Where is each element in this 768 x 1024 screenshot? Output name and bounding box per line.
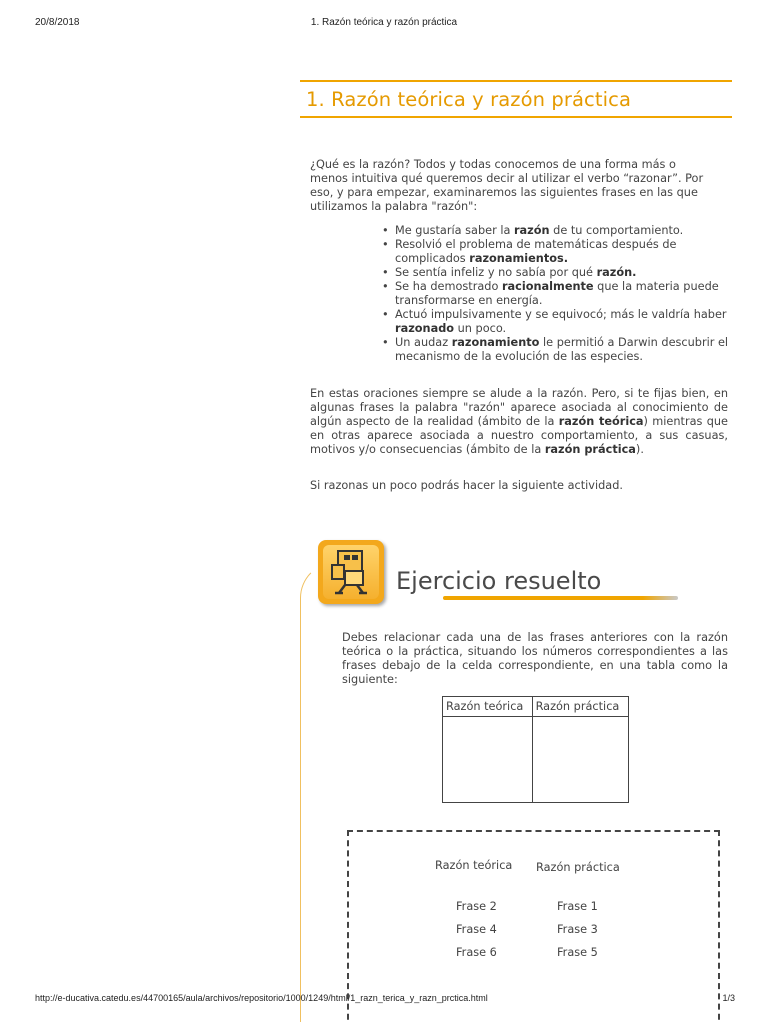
solution-cell: Frase 5	[557, 946, 598, 959]
table-cell	[532, 717, 628, 803]
solution-header: Razón teórica	[435, 859, 513, 872]
solution-cell: Frase 3	[557, 923, 598, 936]
print-url: http://e-ducativa.catedu.es/44700165/aula/archivos/repositorio/1000/1249/html/1_razn_terica_y_razn_prctica.html	[35, 993, 488, 1003]
intro-line: ¿Qué es la razón? Todos y todas conocemos de una forma más o	[310, 158, 676, 171]
intro-line: utilizamos la palabra "razón":	[310, 200, 478, 213]
list-item: • Se sentía infeliz y no sabía por qué razón.	[379, 266, 729, 280]
list-item: • Se ha demostrado racionalmente que la materia puede transformarse en energía.	[379, 280, 729, 308]
solution-cell: Frase 4	[456, 923, 497, 936]
print-page-number: 1/3	[722, 993, 735, 1003]
table-header: Razón práctica	[532, 697, 628, 717]
table-header: Razón teórica	[443, 697, 533, 717]
table-cell	[443, 717, 533, 803]
puzzle-figure-icon	[318, 540, 384, 604]
title-underline	[443, 596, 678, 600]
ejercicio-header	[318, 540, 738, 610]
solution-cell: Frase 1	[557, 900, 598, 913]
intro-line: menos intuitiva qué queremos decir al utilizar el verbo “razonar”. Por	[310, 172, 704, 185]
intro-paragraph	[310, 158, 728, 214]
solution-header: Razón práctica	[536, 861, 620, 874]
activity-intro: Si razonas un poco podrás hacer la siguiente actividad.	[310, 479, 623, 492]
page-title-text: 1. Razón teórica y razón práctica	[306, 88, 632, 111]
ejercicio-instructions: Debes relacionar cada una de las frases anteriores con la razón teórica o la práctica, situando los números correspondientes a las frases debajo de la celda correspondiente, en una tabla como la siguiente:	[342, 631, 728, 686]
print-date: 20/8/2018	[35, 17, 80, 28]
print-header	[0, 17, 768, 31]
list-item: • Un audaz razonamiento le permitió a Darwin descubrir el mecanismo de la evolución de las especies.	[379, 336, 729, 364]
list-item: • Resolvió el problema de matemáticas después de complicados razonamientos.	[379, 238, 729, 266]
sentence-list	[379, 224, 729, 364]
solution-cell: Frase 6	[456, 946, 497, 959]
print-title: 1. Razón teórica y razón práctica	[310, 17, 458, 28]
blank-relation-table	[442, 696, 629, 803]
intro-line: eso, y para empezar, examinaremos las siguientes frases en las que	[310, 186, 698, 199]
ejercicio-title: Ejercicio resuelto	[396, 567, 602, 595]
page-title	[300, 80, 732, 118]
list-item: • Actuó impulsivamente y se equivocó; más le valdría haber razonado un poco.	[379, 308, 729, 336]
list-item: • Me gustaría saber la razón de tu comportamiento.	[379, 224, 729, 238]
explanation-paragraph: En estas oraciones siempre se alude a la razón. Pero, si te fijas bien, en algunas frases la palabra "razón" aparece asociada al conocimiento de algún aspecto de la realidad (ámbito de la razón teórica) mientras que en otras aparece asociada a nuestro comportamiento, a sus casuas, motivos y/o consecuencias (ámbito de la razón práctica).	[310, 387, 729, 456]
print-footer	[0, 993, 768, 1007]
solution-cell: Frase 2	[456, 900, 497, 913]
solution-grid	[435, 859, 735, 999]
